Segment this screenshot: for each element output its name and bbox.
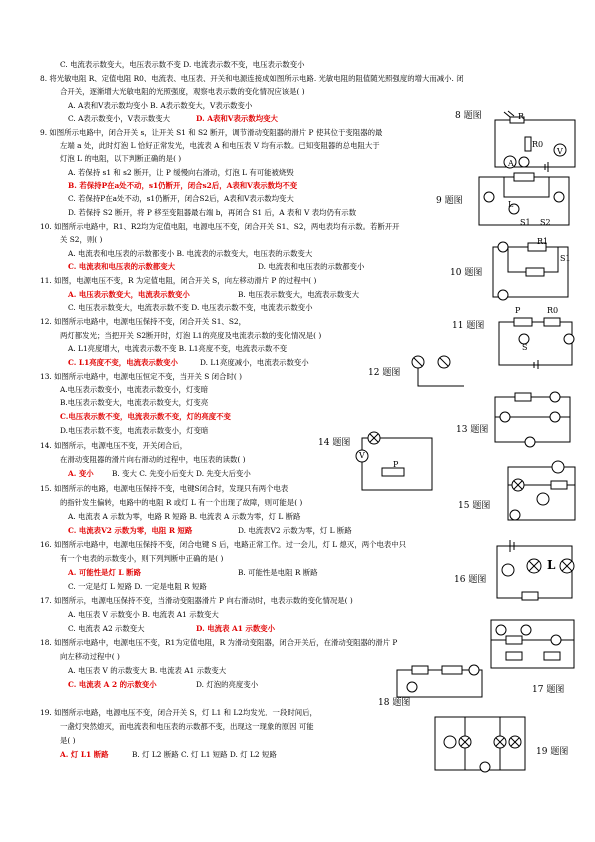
question-line: 的指针发生偏转，电路中的电阻 R 或灯 L 有一个出现了故障，则可能是( ) — [60, 498, 303, 507]
answer-line: C.电压表示数不变，电流表示数不变，灯的亮度不变 — [60, 412, 231, 421]
fig8-mark-A: A — [508, 159, 514, 168]
question-line: 向左移动过程中( ) — [60, 652, 120, 661]
question-line: C. 电压表示数变大，电流表示数不变 D. 电压表示数不变，电流表示数变小 — [68, 303, 313, 312]
question-line: 左端 a 处，此时灯泡 L 恰好正常发光，电流表 A 和电压表 V 均有示数。已知变阻器的总电阻大于 — [60, 141, 380, 150]
question-line: 18. 如图所示电路中，电源电压不变，R1为定值电阻，R 为滑动变阻器，闭合开关后，在滑动变阻器的滑片 P — [40, 638, 398, 647]
question-line: 是( ) — [60, 736, 76, 745]
answer-line: C. 电流表和电压表的示数都变大 — [68, 262, 175, 271]
question-line: D.电压表示数不变，电流表示数变小，灯变暗 — [60, 426, 209, 435]
circuit-diagram-11 — [494, 307, 576, 369]
figure-caption: 19 题图 — [536, 747, 569, 757]
question-line: A. 若保持 s1 和 s2 断开，让 P 缓慢向右滑动，灯泡 L 有可能被烧毁 — [68, 168, 294, 177]
circuit-diagram-15 — [503, 455, 579, 527]
fig9-mark-S1: S1 — [520, 218, 531, 227]
circuit-diagram-10 — [488, 237, 574, 302]
question-line: 一盏灯突然熄灭，而电流表和电压表的示数都不变，出现这一现象的原因 可能 — [60, 722, 314, 731]
fig10-mark-S1: S1 — [560, 254, 571, 263]
answer-line: B. 若保持P在a处不动，s1仍断开，闭合s2后，A表和V表示数均不变 — [68, 181, 298, 190]
figure-caption: 11 题图 — [452, 321, 485, 331]
question-line: D. 电流表和电压表的示数都变小 — [258, 262, 365, 271]
question-line: B. 可能性是电阻 R 断路 — [238, 568, 318, 577]
question-line: 15. 如图所示的电路，电源电压保持不变，电键S闭合时，发现只有两个电表 — [40, 484, 289, 493]
answer-line: A. 可能性是灯 L 断路 — [68, 568, 141, 577]
question-line: C. 若保持P在a处不动，s1仍断开，闭合S2后，A表和V表示数均变大 — [68, 194, 294, 203]
fig16-mark-L: L — [547, 558, 556, 572]
figure-caption: 10 题图 — [450, 268, 483, 278]
circuit-diagram-17 — [486, 610, 578, 672]
question-line: 11. 如图，电源电压不变，R 为定值电阻，闭合开关 S，向左移动滑片 P 的过程中( ) — [40, 276, 317, 285]
question-line: A. 电压表 V 示数变小 B. 电流表 A1 示数变大 — [68, 610, 219, 619]
answer-line: D. 电流表 A1 示数变小 — [196, 624, 276, 633]
question-line: B. 电压表示数变大，电流表示数变大 — [238, 290, 359, 299]
answer-line: A. 变小 — [68, 469, 94, 478]
question-line: 13. 如图所示电路中，电源电压恒定不变，当开关 S 闭合时( ) — [40, 372, 242, 381]
answer-line: C. 电流表V2 示数为零，电阻 R 短路 — [68, 526, 193, 535]
question-line: 灯泡 L 的电阻，以下判断正确的是( ) — [60, 154, 182, 163]
question-line: C. A表示数变小，V表示数变大 — [68, 114, 171, 123]
question-line: D. L1亮度减小，电流表示数变小 — [200, 358, 309, 367]
fig8-mark-R: R — [518, 112, 525, 121]
answer-line: C. L1亮度不变，电流表示数变小 — [68, 358, 178, 367]
question-line: 关 S2，则( ) — [60, 235, 103, 244]
question-line: D. 若保持 S2 断开，将 P 移至变阻器最右端 b，再闭合 S1 后，A 表和 V 表均仍有示数 — [68, 208, 357, 217]
question-line: 14. 如图所示，电源电压不变，开关闭合后， — [40, 441, 188, 450]
figure-caption: 13 题图 — [456, 425, 489, 435]
fig9-mark-S2: S2 — [540, 218, 551, 227]
circuit-diagram-19 — [430, 712, 530, 774]
answer-line: A. 电压表示数变大，电流表示数变小 — [68, 290, 190, 299]
question-line: B.电压表示数变大，电流表示数变大，灯变亮 — [60, 398, 209, 407]
question-line: A. 电压表 V 的示数变大 B. 电流表 A1 示数变大 — [68, 666, 227, 675]
question-line: 合开关，逐渐增大光敏电阻的光照强度，观察电表示数的变化情况应该是( ) — [60, 87, 305, 96]
question-line: 8. 将光敏电阻 R、定值电阻 R0、电流表、电压表、开关和电源连接成如图所示电路. 光敏电阻的阻值随光照强度的增大而减小. 闭 — [40, 74, 464, 83]
question-line: 19. 如图所示电路，电源电压不变，闭合开关 S，灯 L1 和 L2均发光．一段时间后， — [40, 708, 317, 717]
question-line: 9. 如图所示电路中，闭合开关 s，让开关 S1 和 S2 断开，调节滑动变阻器的滑片 P 使其位于变阻器的最 — [40, 128, 383, 137]
circuit-diagram-13 — [490, 377, 576, 449]
fig14-mark-P: P — [393, 460, 399, 469]
question-line: 在滑动变阻器的滑片向右滑动的过程中，电压表的读数( ) — [60, 455, 246, 464]
question-line: A. A表和V表示数均变小 B. A表示数变大，V表示数变小 — [68, 101, 253, 110]
figure-caption: 8 题图 — [455, 111, 482, 121]
fig11-mark-R0: R0 — [547, 306, 559, 315]
question-line: B. 灯 L2 断路 C. 灯 L1 短路 D. 灯 L2 短路 — [132, 750, 277, 759]
circuit-diagram-18 — [392, 662, 488, 702]
fig11-mark-S: S — [522, 343, 528, 352]
answer-line: C. 电流表 A 2 的示数变小 — [68, 680, 157, 689]
question-line: B. 变大 C. 先变小后变大 D. 先变大后变小 — [112, 469, 251, 478]
question-line: 17. 如图所示，电源电压保持不变，当滑动变阻器滑片 P 向右滑动时，电表示数的变化情况是( ) — [40, 596, 353, 605]
circuit-diagram-16 — [492, 536, 576, 608]
figure-caption: 17 题图 — [532, 685, 565, 695]
fig8-mark-R0: R0 — [532, 140, 544, 149]
question-line: A. L1亮度增大，电流表示数不变 B. L1亮度不变，电流表示数不变 — [68, 344, 288, 353]
question-line: 有一个电表的示数变小，则下列判断中正确的是( ) — [60, 554, 224, 563]
question-line: 两灯都发光；当把开关 S2断开时，灯泡 L1的亮度及电流表示数的变化情况是( ) — [60, 331, 322, 340]
circuit-diagram-12 — [404, 352, 468, 390]
question-line: D. 灯泡的亮度变小 — [196, 680, 259, 689]
question-line: 12. 如图所示电路中，电源电压保持不变，闭合开关 S1、S2， — [40, 317, 246, 326]
fig10-mark-R1: R1 — [537, 237, 549, 246]
figure-caption: 18 题图 — [378, 698, 411, 708]
figure-caption: 14 题图 — [318, 438, 351, 448]
question-line: C. 电流表示数变大，电压表示数不变 D. 电流表示数不变，电压表示数变小 — [60, 60, 305, 69]
fig8-mark-V: V — [557, 147, 563, 156]
question-line: 10. 如图所示电路中，R1、R2均为定值电阻，电源电压不变，闭合开关 S1、S2，两电表均有示数。若断开开 — [40, 222, 400, 231]
fig14-mark-V: V — [359, 451, 365, 460]
question-line: C. 一定是灯 L 短路 D. 一定是电阻 R 短路 — [68, 582, 207, 591]
figure-caption: 16 题图 — [454, 575, 487, 585]
fig11-mark-P: P — [515, 306, 521, 315]
figure-caption: 15 题图 — [458, 501, 491, 511]
answer-line: A. 灯 L1 断路 — [60, 750, 109, 759]
fig9-mark-L: L — [508, 200, 514, 209]
question-line: A. 电流表和电压表的示数都变小 B. 电流表的示数变大，电压表的示数变大 — [68, 249, 313, 258]
figure-caption: 12 题图 — [368, 368, 401, 378]
question-line: D. 电流表V2 示数为零，灯 L 断路 — [238, 526, 352, 535]
question-line: A.电压表示数变小，电流表示数变小，灯变暗 — [60, 385, 209, 394]
figure-caption: 9 题图 — [436, 196, 463, 206]
question-line: 16. 如图所示电路中，电源电压保持不变，闭合电键 S 后，电路正常工作。过一会儿，灯 L 熄灭，两个电表中只 — [40, 540, 407, 549]
question-line: A. 电流表 A 示数为零，电路 R 短路 B. 电流表 A 示数为零，灯 L 断路 — [68, 512, 301, 521]
question-line: C. 电流表 A2 示数变大 — [68, 624, 145, 633]
answer-line: D. A表和V表示数均变大 — [196, 114, 278, 123]
